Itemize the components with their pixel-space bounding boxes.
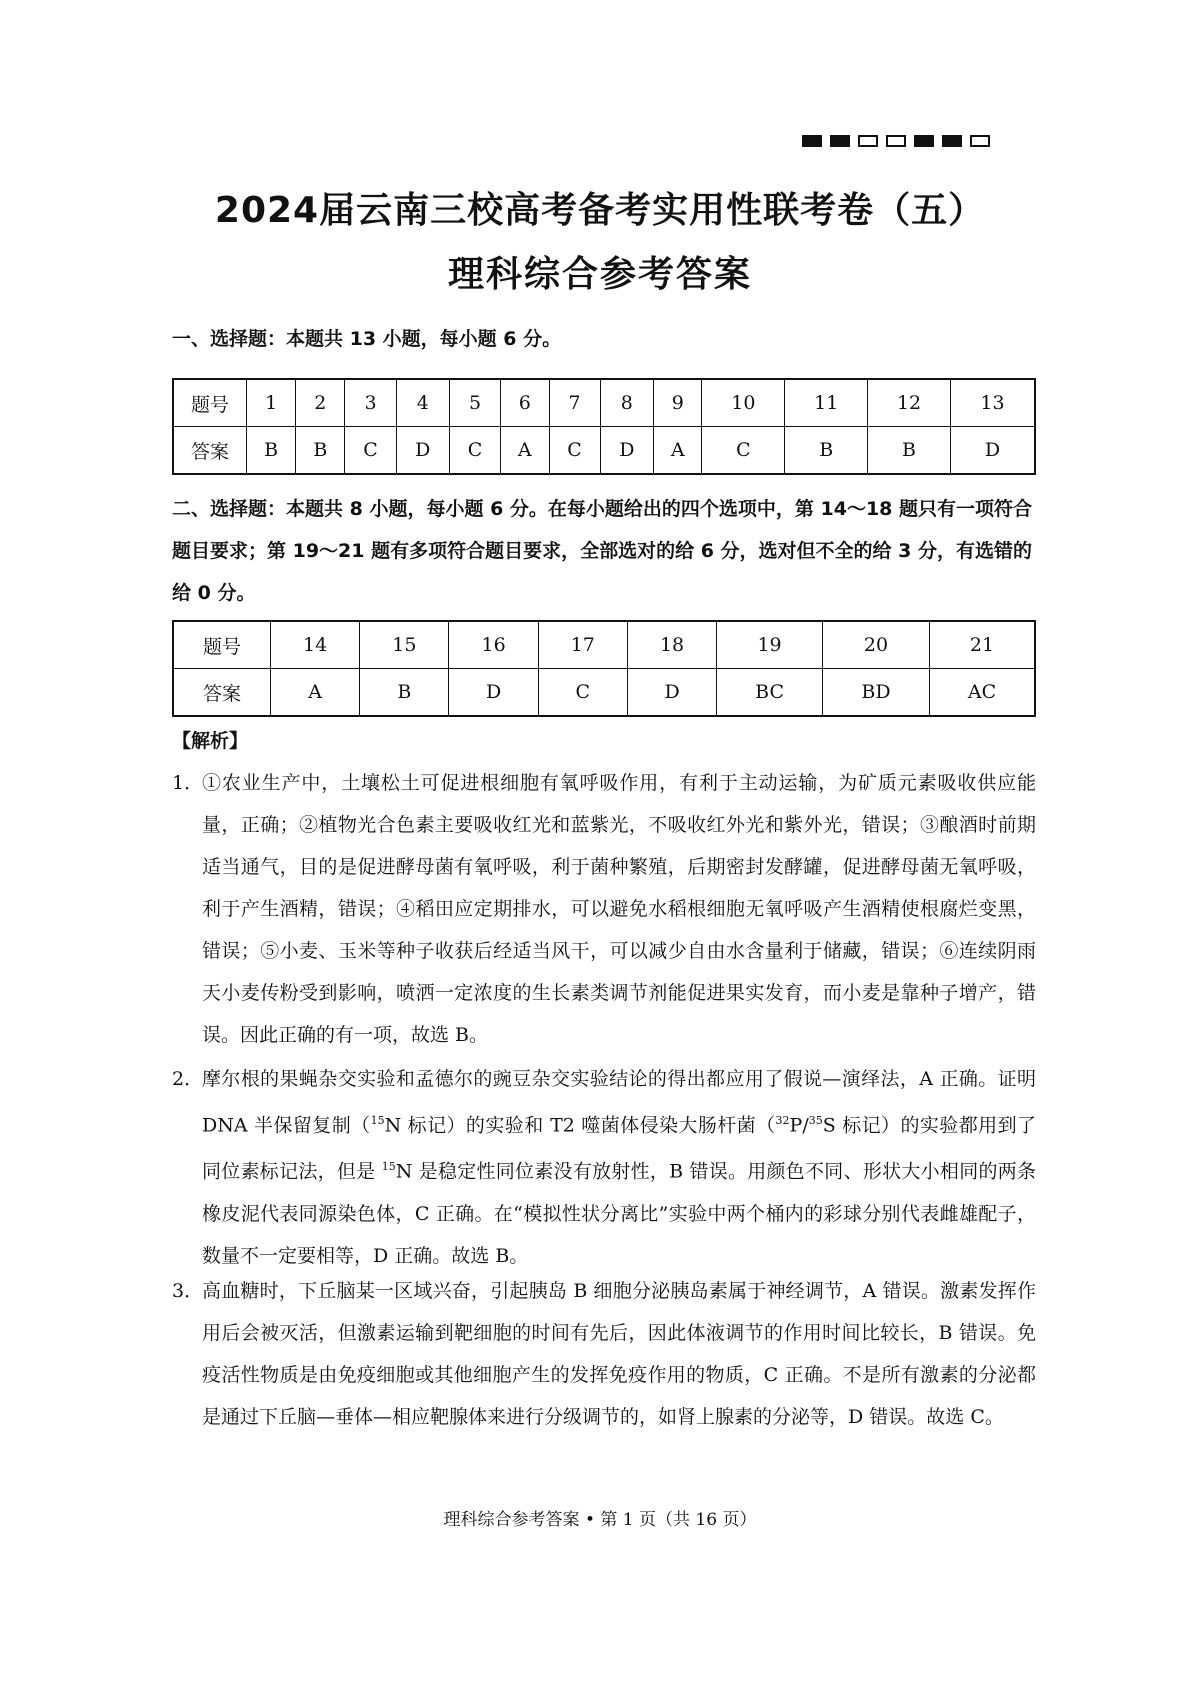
item-number: 1． [172, 772, 204, 794]
table-cell: B [360, 669, 449, 717]
table-row-answers [173, 669, 1035, 717]
table-cell: 18 [627, 621, 716, 669]
answer-table-1 [172, 378, 1036, 475]
item-number: 3． [172, 1280, 204, 1302]
exam-title: 2024届云南三校高考备考实用性联考卷（五） [214, 190, 986, 231]
table-cell: A [271, 669, 360, 717]
mark-square [858, 135, 878, 147]
table-cell: 3 [345, 379, 396, 427]
table-cell: D [950, 427, 1035, 475]
table-cell: 4 [396, 379, 449, 427]
table-cell: 10 [702, 379, 785, 427]
analysis-item-3 [172, 1270, 1036, 1438]
table-cell: C [549, 427, 600, 475]
row-label: 题号 [173, 379, 247, 427]
section1-heading: 一、选择题：本题共 13 小题，每小题 6 分。 [172, 328, 562, 350]
table-cell: 16 [449, 621, 538, 669]
table-cell: 2 [296, 379, 345, 427]
table-cell: D [627, 669, 716, 717]
section2-heading: 二、选择题：本题共 8 小题，每小题 6 分。在每小题给出的四个选项中，第 14～18 题只有一项符合题目要求；第 19～21 题有多项符合题目要求，全部选对的给 6 分，选对但不全的给 3 分，有选错的给 0 分。 [172, 498, 1033, 604]
mark-square [970, 135, 990, 147]
item-text: ①农业生产中，土壤松土可促进根细胞有氧呼吸作用，有利于主动运输，为矿质元素吸收供应能量，正确；②植物光合色素主要吸收红光和蓝紫光，不吸收红外光和紫外光，错误；③酿酒时前期适当通气，目的是促进酵母菌有氧呼吸，利于菌种繁殖，后期密封发酵罐，促进酵母菌无氧呼吸，利于产生酒精，错误；④稻田应定期排水，可以避免水稻根细胞无氧呼吸产生酒精使根腐烂变黑，错误；⑤小麦、玉米等种子收获后经适当风干，可以减少自由水含量利于储藏，错误；⑥连续阴雨天小麦传粉受到影响，喷洒一定浓度的生长素类调节剂能促进果实发育，而小麦是靠种子增产，错误。因此正确的有一项，故选 B。 [202, 772, 1036, 1046]
item-text: 高血糖时，下丘脑某一区域兴奋，引起胰岛 B 细胞分泌胰岛素属于神经调节，A 错误。激素发挥作用后会被灭活，但激素运输到靶细胞的时间有先后，因此体液调节的作用时间比较长，B 错误。免疫活性物质是由免疫细胞或其他细胞产生的发挥免疫作用的物质，C 正确。不是所有激素的分泌都是通过下丘脑—垂体—相应靶腺体来进行分级调节的，如肾上腺素的分泌等，D 错误。故选 C。 [202, 1280, 1036, 1428]
table-cell: D [600, 427, 653, 475]
table-cell: BD [822, 669, 929, 717]
table-cell: A [654, 427, 702, 475]
mark-square [914, 135, 934, 147]
table-cell: C [702, 427, 785, 475]
analysis-item-1 [172, 762, 1036, 1056]
table-row-numbers [173, 621, 1035, 669]
table-cell: 7 [549, 379, 600, 427]
table-cell: 14 [271, 621, 360, 669]
table-cell: 1 [247, 379, 296, 427]
table-cell: 12 [868, 379, 951, 427]
table-cell: D [449, 669, 538, 717]
table-cell: 21 [929, 621, 1035, 669]
item-text: 摩尔根的果蝇杂交实验和孟德尔的豌豆杂交实验结论的得出都应用了假说—演绎法，A 正确。证明 DNA 半保留复制（$^{15}$N 标记）的实验和 T2 噬菌体侵染大肠杆菌（$^{32}$P/$^{35}$S 标记）的实验都用到了同位素标记法，但是 $^{15}$N 是稳定性同位素没有放射性，B 错误。用颜色不同、形状大小相同的两条橡皮泥代表同源染色体，C 正确。在“模拟性状分离比”实验中两个桶内的彩球分别代表雌雄配子，数量不一定要相等，D 正确。故选 B。 [202, 1068, 1036, 1267]
page-footer: 理科综合参考答案 • 第 1 页（共 16 页） [443, 1510, 757, 1530]
table-row-answers [173, 427, 1035, 475]
mark-square [886, 135, 906, 147]
corner-marks [802, 135, 990, 147]
table-cell: 9 [654, 379, 702, 427]
table-cell: C [449, 427, 500, 475]
table-cell: B [296, 427, 345, 475]
table-cell: 6 [501, 379, 549, 427]
table-cell: A [501, 427, 549, 475]
analysis-item-2 [172, 1058, 1036, 1277]
table-cell: AC [929, 669, 1035, 717]
table-cell: D [396, 427, 449, 475]
table-cell: B [785, 427, 868, 475]
analysis-heading: 【解析】 [172, 730, 249, 752]
table-cell: C [345, 427, 396, 475]
table-cell: 13 [950, 379, 1035, 427]
row-label: 答案 [173, 427, 247, 475]
table-cell: 8 [600, 379, 653, 427]
table-cell: 11 [785, 379, 868, 427]
mark-square [942, 135, 962, 147]
answer-table-2 [172, 620, 1036, 717]
table-cell: 15 [360, 621, 449, 669]
table-cell: C [538, 669, 627, 717]
table-cell: 20 [822, 621, 929, 669]
mark-square [830, 135, 850, 147]
table-cell: 19 [717, 621, 823, 669]
table-cell: BC [717, 669, 823, 717]
table-cell: B [868, 427, 951, 475]
row-label: 答案 [173, 669, 271, 717]
row-label: 题号 [173, 621, 271, 669]
table-cell: 17 [538, 621, 627, 669]
table-cell: 5 [449, 379, 500, 427]
table-row-numbers [173, 379, 1035, 427]
table-cell: B [247, 427, 296, 475]
mark-square [802, 135, 822, 147]
answer-key-title: 理科综合参考答案 [447, 254, 752, 295]
item-number: 2． [172, 1068, 204, 1090]
